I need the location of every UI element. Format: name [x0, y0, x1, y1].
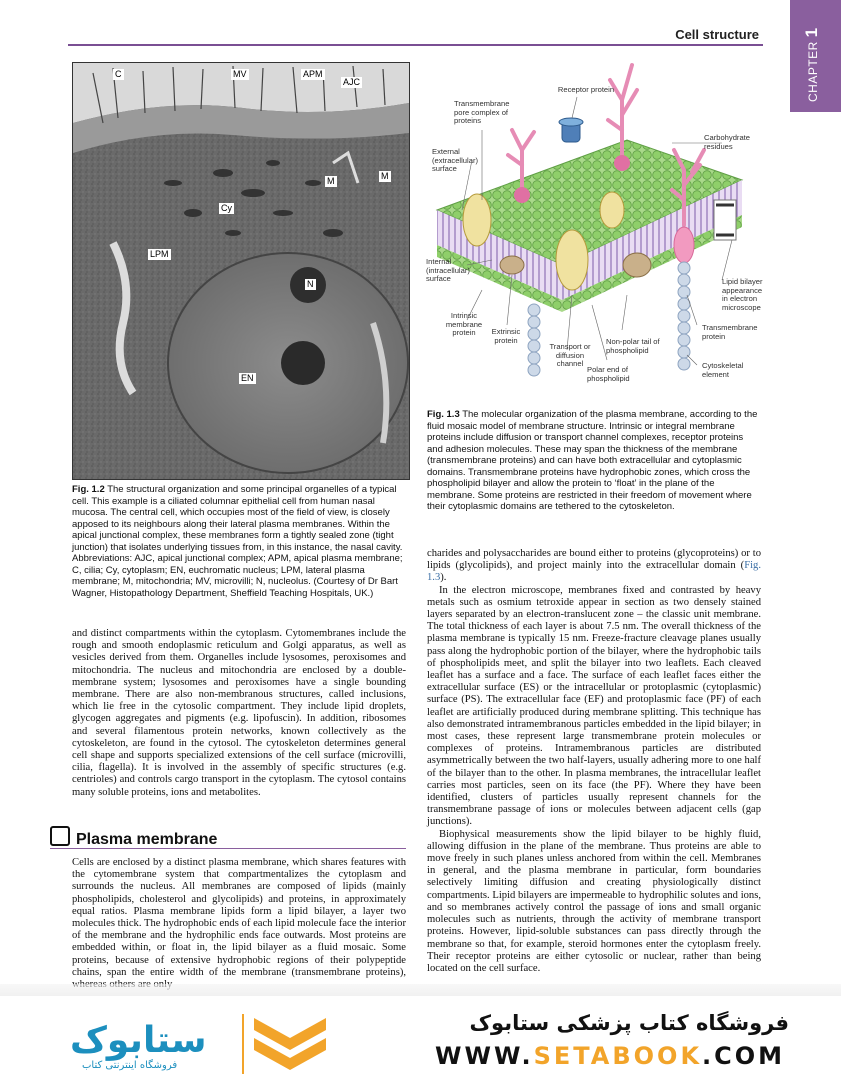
chapter-number: 1: [802, 27, 821, 38]
section-heading: [50, 826, 217, 849]
section-rule: [50, 848, 406, 849]
section-heading-text: Plasma membrane: [76, 831, 218, 848]
shop-url[interactable]: [435, 1042, 785, 1070]
micro-label-en: EN: [241, 373, 254, 383]
fig-1-3-link[interactable]: Fig. 1.3: [427, 560, 761, 584]
micro-label-m1: M: [327, 176, 335, 186]
fig-1-2-caption-label: Fig. 1.2: [72, 484, 105, 495]
chapter-tab: [790, 0, 841, 112]
left-para-1: and distinct compartments within the cytoplasm. Cytomembranes include the rough and smooth endoplasmic reticulum and Golgi apparatus, as well as vesicles derived from them. Organelles include lysosomes, peroxisomes and mitochondria. The nucleus and mitochondria are enclosed by a double-membrane system; lysosomes and peroxisomes have a single bounding membrane. There are also non-membranous structures, called inclusions, which lie free in the cytosolic compartment. They include lipid droplets, glycogen aggregates and pigments (e.g. lipofuscin). In addition, ribosomes and several filamentous protein networks, known collectively as the cytoskeleton, are found in the cytosol. The cytoskeleton determines general cell shape and supports specialized extensions of the cell surface (microvilli, cilia, flagella). It is involved in the assembly of specific structures (e.g. centrioles) and controls cargo transport in the cytoplasm. The cytosol contains many soluble proteins, ions and metabolites.: [72, 628, 406, 798]
left-column-para-1: [72, 628, 406, 799]
label-internal-surface: Internal (intracellular) surface: [426, 257, 470, 284]
right-column-text: [427, 548, 761, 975]
section-link-icon: [50, 826, 70, 846]
label-extrinsic-protein: Extrinsic protein: [491, 327, 521, 345]
label-transmembrane-protein: Transmembrane protein: [702, 323, 758, 341]
label-polar-end: Polar end of phospholipid: [587, 365, 630, 383]
micro-label-c: C: [115, 69, 122, 79]
right-para-1: [427, 548, 761, 585]
right-para-1-end: ).: [440, 572, 447, 584]
micro-label-lpm: LPM: [150, 249, 169, 259]
micrograph-fig-1-2: [72, 62, 410, 480]
right-para-3: Biophysical measurements show the lipid bilayer to be highly fluid, allowing diffusion in the plane of the membrane. Thus proteins are able to move freely in such planes unless anchored from within the cell. Membranes in general, and the plasma membrane in particular, form boundaries selectively limiting diffusion and creating physiologically distinct compartments. Lipid bilayers are impermeable to hydrophilic solutes and ions, and so membranes actively control the passage of ions and small organic molecules such as nutrients, through the activity of membrane transport proteins. However, lipid-soluble substances can pass directly through the membrane so that, for example, steroid hormones enter the cytoplasm freely. Their receptor proteins are either cytosolic or nuclear, rather than being located on the cell surface.: [427, 828, 761, 974]
fig-1-3-caption: [427, 409, 759, 513]
shop-url-prefix: WWW.: [435, 1042, 534, 1070]
micro-label-mv: MV: [233, 69, 247, 79]
label-carbohydrate: Carbohydrate residues: [704, 133, 751, 151]
fig-1-2-caption: [72, 484, 406, 599]
micro-label-m2: M: [381, 171, 389, 181]
label-pore-complex: Transmembrane pore complex of proteins: [454, 99, 510, 126]
label-intrinsic-protein: Intrinsic membrane protein: [445, 311, 483, 338]
header-rule: [68, 44, 763, 46]
setabook-chevron-logo-icon: [252, 1014, 328, 1072]
left-para-2: Cells are enclosed by a distinct plasma membrane, which shares features with the cytomembrane system that compartmentalizes the cytoplasm and surrounds the nucleus. All membranes are composed of lipids (mainly phospholipids, cholesterol and glycolipids) and proteins, in approximately equal ratios. Plasma membrane lipids form a lipid bilayer, a layer two molecules thick. The hydrophobic ends of each lipid molecule face the interior of the membrane and the hydrophilic ends face outwards. Most proteins are embedded within, or float in, the lipid bilayer as a fluid mosaic. Some proteins, because of extensive hydrophobic regions of their polypeptide chains, span the entire width of the membrane (transmembrane proteins),: [72, 857, 406, 978]
label-nonpolar-tail: Non-polar tail of phospholipid: [606, 337, 660, 355]
label-transport-channel: Transport or diffusion channel: [549, 342, 591, 369]
label-external-surface: External (extracellular) surface: [432, 147, 478, 174]
chapter-label: [802, 27, 822, 102]
label-receptor-protein: Receptor protein: [557, 85, 615, 94]
setabook-logo-subtitle: فروشگاه اینترنتی کتاب: [82, 1060, 178, 1071]
footer-divider: [236, 1014, 250, 1074]
diagram-fig-1-3: [422, 60, 762, 400]
shop-url-brand: SETABOOK: [533, 1042, 703, 1070]
micro-label-apm: APM: [303, 69, 323, 79]
label-cytoskeletal-element: Cytoskeletal element: [702, 361, 744, 379]
micro-label-n: N: [307, 279, 314, 289]
setabook-logo-text: ستابوک: [70, 1020, 207, 1061]
label-lipid-bilayer: Lipid bilayer appearance in electron microscope: [722, 277, 763, 312]
fig-1-2-caption-text: The structural organization and some principal organelles of a typical cell. This example is a ciliated columnar epithelial cell from human nasal mucosa. The central cell, which occupies most of the field of view, is closely apposed to its neighbours along their lateral plasma membranes. Within the apical junctional complex, these membranes form a tightly sealed zone (tight junction) that isolates underlying tissues from, in this instance, the nasal cavity. Abbreviations: AJC, apical junctional complex; APM, apical plasma membrane; C, cilia; Cy, cytoplasm; EN, euchromatic nucleus; LPM, lateral plasma membrane; M, mitochondria; MV, microvilli; N, nucleolus. (Courtesy of Dr Bart Wagner, Histopathology Department, Sheffield Teaching Hospitals, UK.): [72, 484, 403, 599]
right-para-1-text: charides and polysaccharides are bound either to proteins (glycoproteins) or to lipids (glycolipids), and project mainly into the extracellular domain (: [427, 548, 761, 572]
right-para-2: In the electron microscope, membranes fixed and contrasted by heavy metals such as osmium tetroxide appear in section as two densely stained layers separated by an electron-translucent zone – the classic unit membrane. The total thickness of each layer is about 7.5 nm. The overall thickness of the plasma membrane is typically 15 nm. Freeze-fracture cleavage planes usually pass along the hydrophobic portion of the bilayer, where the hydrophobic tails of phospholipids meet, and split the bilayer into two leaflets. Each cleaved leaflet has a surface and a face. The surface of each leaflet faces either the extracellular surface (ES) or the intracellular or protoplasmic (cytoplasmic) surface (PS). The extracellular face (EF) and protoplasmic face (PF) of each leaflet are artificially produced during membrane splitting. This technique has also demonstrated intramembranous particles embedded in the lipid bilayer; in most cases, these represent large transmembrane protein molecules or complexes of proteins. Intramembranous particles are distributed asymmetrically between the two half-layers, usually adhering more to one half of the bilayer than to the other. In plasma membranes, the intracellular leaflet carries most particles, seen on its face (the PF). Where they have been identified, clusters of particles usually represent channels for the transmembrane passage of ions or molecules between adjacent cells (gap junctions).: [427, 584, 761, 828]
micro-label-cy: Cy: [221, 203, 232, 213]
fig-1-3-caption-label: Fig. 1.3: [427, 409, 460, 420]
micro-label-ajc: AJC: [343, 77, 361, 87]
fig-1-3-caption-text: The molecular organization of the plasma membrane, according to the fluid mosaic model of membrane structure. Intrinsic or integral membrane proteins include diffusion or transport channel complexes, receptor proteins and adhesion molecules. These may span the thickness of the membrane (transmembrane proteins) and can have both extracellular and cytoplasmic domains. Transmembrane proteins have hydrophobic zones, which cross the phospholipid bilayer and allow the protein to ‘float’ in the plane of the membrane. Some proteins are restricted in their freedom of movement where their cytoplasmic domains are tethered to the cytoskeleton.: [427, 409, 758, 512]
shop-url-suffix: .COM: [702, 1042, 786, 1070]
shop-name: فروشگاه کتاب پزشکی ستابوک: [469, 1011, 789, 1035]
micrograph-image: [73, 63, 409, 479]
running-header: Cell structure: [675, 27, 759, 42]
chapter-word: CHAPTER: [806, 41, 820, 102]
left-column-para-2: [72, 857, 406, 991]
